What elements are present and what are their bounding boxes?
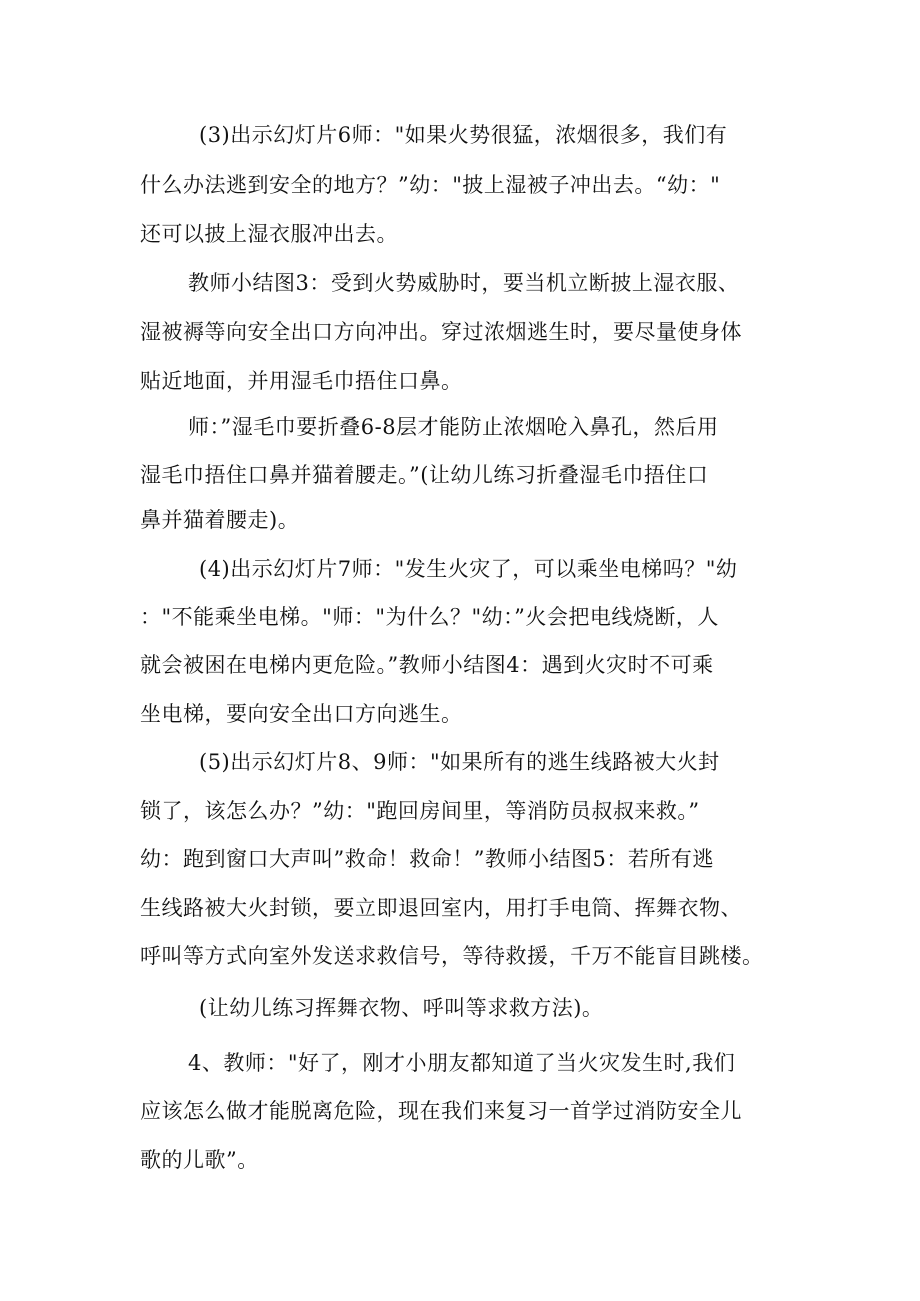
paragraph-3-line-2: 湿毛巾捂住口鼻并猫着腰走。”(让幼儿练习折叠湿毛巾捂住口 <box>140 463 709 487</box>
paragraph-3-line-3: 鼻并猫着腰走)。 <box>140 508 300 532</box>
paragraph-4-line-2: ："不能乘坐电梯。"师："为什么？"幼：”火会把电线烧断，人 <box>140 605 719 629</box>
paragraph-7-line-2: 应该怎么做才能脱离危险，现在我们来复习一首学过消防安全儿 <box>140 1099 742 1123</box>
paragraph-6-line-1: (让幼儿练习挥舞衣物、呼叫等求救方法)。 <box>199 996 604 1020</box>
paragraph-7-line-3: 歌的儿歌”。 <box>140 1148 259 1172</box>
paragraph-1-line-1: (3)出示幻灯片6师："如果火势很猛，浓烟很多，我们有 <box>199 123 728 147</box>
paragraph-5-line-3: 幼：跑到窗口大声叫”救命！救命！”教师小结图5：若所有逃 <box>140 847 714 871</box>
paragraph-4-line-1: (4)出示幻灯片7师："发生火灾了，可以乘坐电梯吗？"幼 <box>199 557 738 581</box>
paragraph-2-line-1: 教师小结图3：受到火势威胁时，要当机立断披上湿衣服、 <box>188 271 740 295</box>
paragraph-7-line-1: 4、教师："好了，刚才小朋友都知道了当火灾发生时,我们 <box>188 1051 736 1075</box>
paragraph-4-line-3: 就会被困在电梯内更危险。”教师小结图4：遇到火灾时不可乘 <box>140 653 714 677</box>
paragraph-5-line-1: (5)出示幻灯片8、9师："如果所有的逃生线路被大火封 <box>199 750 720 774</box>
paragraph-5-line-4: 生线路被大火封锁，要立即退回室内，用打手电筒、挥舞衣物、 <box>140 896 742 920</box>
paragraph-4-line-4: 坐电梯，要向安全出口方向逃生。 <box>140 702 463 726</box>
paragraph-5-line-2: 锁了，该怎么办？”幼："跑回房间里，等消防员叔叔来救。” <box>140 799 700 823</box>
paragraph-5-line-5: 呼叫等方式向室外发送求救信号，等待救援，千万不能盲目跳楼。 <box>140 944 764 968</box>
paragraph-1-line-3: 还可以披上湿衣服冲出去。 <box>140 222 398 246</box>
paragraph-3-line-1: 师：”湿毛巾要折叠6-8层才能防止浓烟呛入鼻孔，然后用 <box>188 415 719 439</box>
paragraph-1-line-2: 什么办法逃到安全的地方？”幼："披上湿被子冲出去。“幼：" <box>140 173 721 197</box>
paragraph-2-line-2: 湿被褥等向安全出口方向冲出。穿过浓烟逃生时，要尽量使身体 <box>140 320 742 344</box>
paragraph-2-line-3: 贴近地面，并用湿毛巾捂住口鼻。 <box>140 369 463 393</box>
